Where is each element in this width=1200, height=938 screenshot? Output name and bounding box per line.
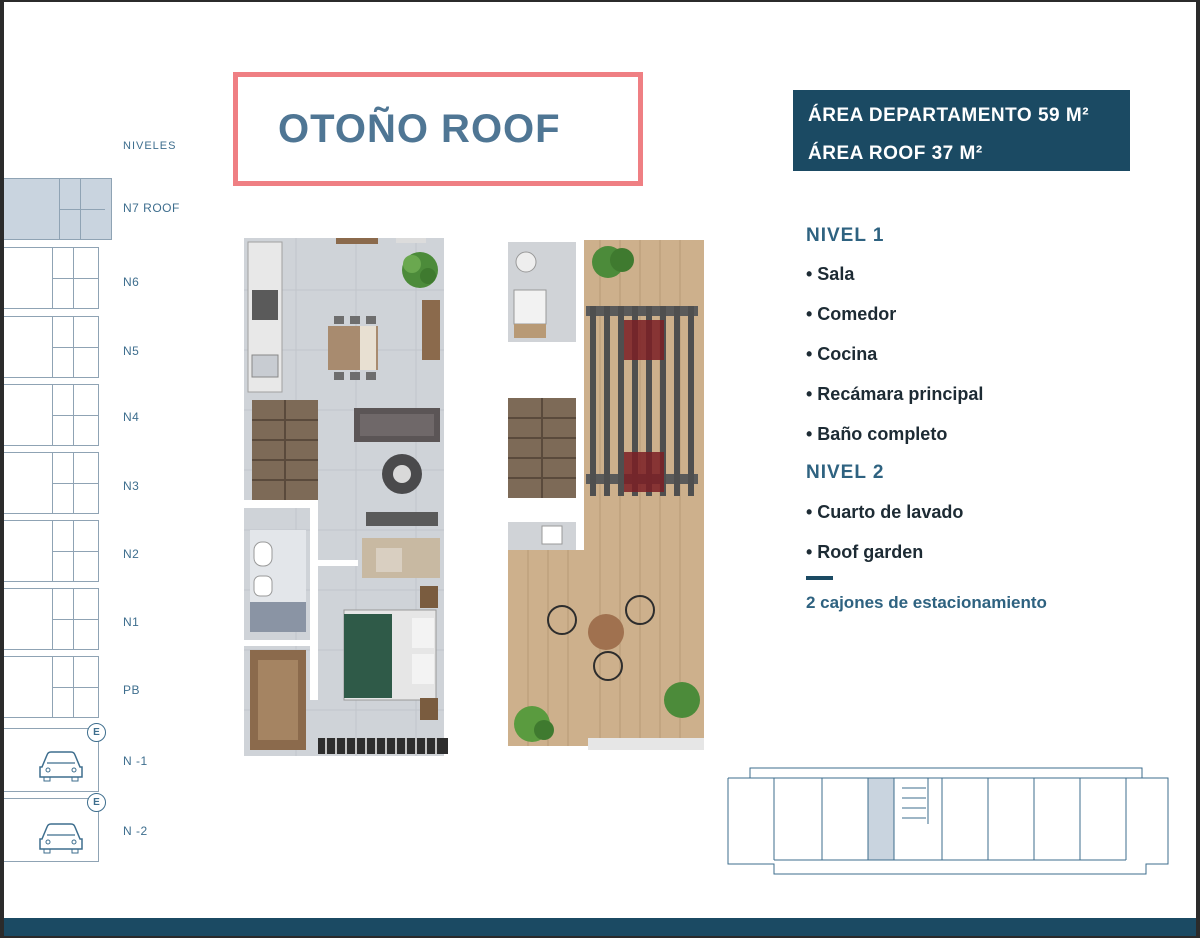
level-box-n7-roof[interactable] [4,178,112,240]
window-graphic [59,179,105,239]
window-graphic [52,385,98,445]
spec-item: • Recámara principal [806,384,984,404]
window-graphic [52,521,98,581]
level-box-pb[interactable] [4,656,99,718]
spec-item: • Comedor [806,304,897,324]
levels-heading: NIVELES [123,140,177,152]
window-graphic [52,317,98,377]
window-graphic [52,657,98,717]
window-graphic [52,589,98,649]
nivel2-heading: NIVEL 2 [806,462,885,483]
level-label-pb[interactable]: PB [123,683,141,697]
area-departamento: ÁREA DEPARTAMENTO 59 M² [808,105,1090,126]
area-box [793,90,1130,171]
level-box-n3[interactable] [4,452,99,514]
footer-bar [4,918,1196,936]
window-graphic [52,453,98,513]
level-label-n6[interactable]: N6 [123,275,140,289]
level-box-n1[interactable] [4,588,99,650]
spec-item: • Roof garden [806,542,924,562]
level-label-n3[interactable]: N3 [123,479,140,493]
spec-item: • Cuarto de lavado [806,502,964,522]
level-box-n-2[interactable] [4,798,99,862]
level-label-n4[interactable]: N4 [123,410,140,424]
level-label-n7-roof[interactable]: N7 ROOF [123,201,180,215]
level-label-n5[interactable]: N5 [123,344,140,358]
level-label-n1[interactable]: N1 [123,615,140,629]
level-label-n2[interactable]: N2 [123,547,140,561]
level-box-n6[interactable] [4,247,99,309]
spec-item: • Sala [806,264,855,284]
level-box-n2[interactable] [4,520,99,582]
brochure-page [4,2,1196,936]
spec-item: • Baño completo [806,424,948,444]
level-box-n-1[interactable] [4,728,99,792]
spec-item: • Cocina [806,344,878,364]
parking-badge: E [87,793,106,812]
nivel1-heading: NIVEL 1 [806,225,885,246]
level-label-n-2[interactable]: N -2 [123,824,148,838]
level-box-n4[interactable] [4,384,99,446]
parking-note: 2 cajones de estacionamiento [806,593,1047,612]
parking-badge: E [87,723,106,742]
unit-title: OTOÑO ROOF [278,107,561,151]
level-box-n5[interactable] [4,316,99,378]
window-graphic [52,248,98,308]
car-icon [36,749,86,783]
car-icon [36,821,86,855]
floor-plan-nivel-2 [496,230,712,758]
building-elevation [726,764,1172,878]
title-box [233,72,643,186]
divider-dash [806,576,833,580]
floor-plan-nivel-1 [236,230,452,764]
level-label-n-1[interactable]: N -1 [123,754,148,768]
area-roof: ÁREA ROOF 37 M² [808,143,983,164]
